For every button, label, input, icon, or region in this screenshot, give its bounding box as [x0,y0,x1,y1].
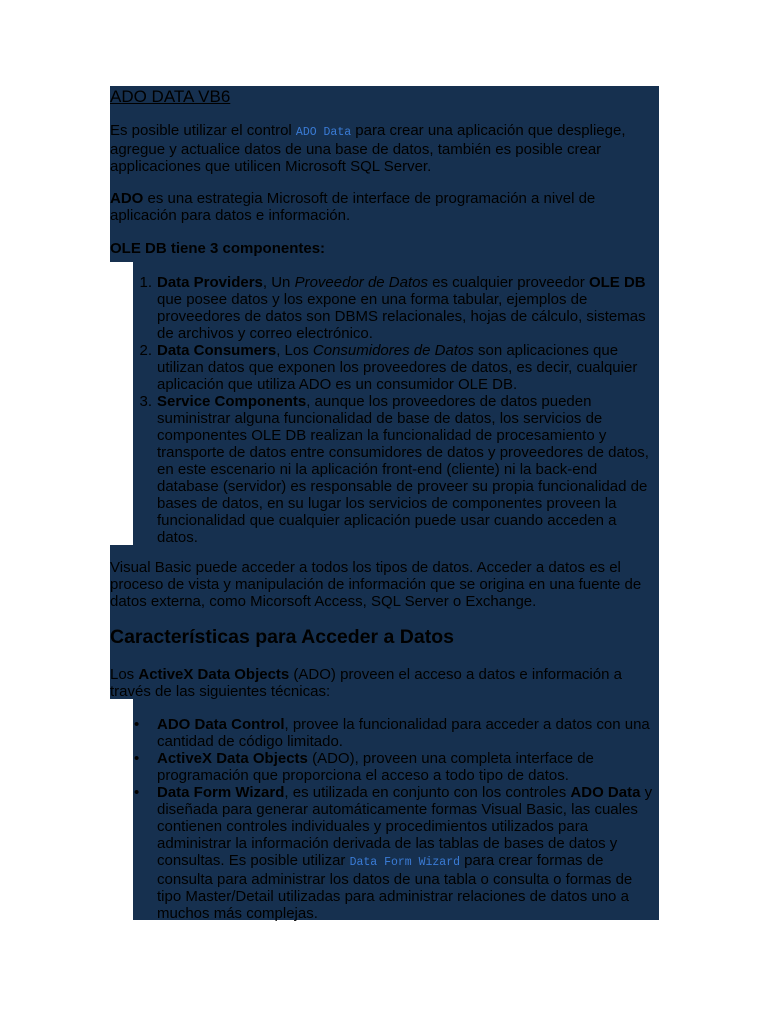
bullet-icon: • [134,750,140,767]
component-mid: es cualquier proveedor [428,274,589,291]
activex-term: ActiveX Data Objects [138,666,290,683]
components-list [110,274,659,546]
techniques-list [110,716,659,922]
component-name: Data Consumers [157,342,277,359]
activex-intro [110,666,659,700]
ado-data-bold: ADO Data [570,784,641,801]
component-name: Data Providers [157,274,263,291]
bullet-icon: • [134,784,140,801]
component-description: que posee datos y los expone en una forma tabular, ejemplos de proveedores de datos son DBMS relacionales, hojas de cálculo, sistemas de archivos y correo electrónico. [157,291,646,342]
ado-definition-text: es una estrategia Microsoft de interface de programación a nivel de aplicación para datos e información. [110,190,596,224]
intro-text-after: para crear una aplicación que despliege, agregue y actualice datos de una base de datos, también es posible crear applicaciones que utilicen Microsoft SQL Server. [110,122,626,175]
list-number: 2. [139,342,152,359]
technique-description: , provee la funcionalidad para acceder a datos con una cantidad de código limitado. [157,716,650,750]
intro-paragraph [110,122,659,175]
component-sep: , Los [276,342,313,359]
list-number: 3. [139,393,152,410]
ado-data-code: ADO Data [295,126,352,139]
technique-description: (ADO), proveen una completa interface de programación que proporciona el acceso a todo tipo de datos. [157,750,594,784]
intro-text-before: Es posible utilizar el control [110,122,296,139]
list-item [110,784,659,922]
component-italic: Proveedor de Datos [294,274,428,291]
technique-description: para crear formas de consulta para administrar los datos de una tabla o consulta o formas de tipo Master/Detail utilizadas para administrar relaciones de datos uno a muchos más complejas. [157,852,633,922]
list-item [110,393,659,546]
component-description: , aunque los proveedores de datos pueden suministrar alguna funcionalidad de base de datos, los servicios de componentes OLE DB realizan la funcionalidad de procesamiento y transporte de datos entre consumidores de datos y proveedores de datos, en este escenario ni la aplicación front-end (cliente) ni la back-end database (servidor) es responsable de proveer su propia funcionalidad de bases de datos, en su lugar los servicios de componentes proveen la funcionalidad que cualquier aplicación puede usar cuando acceden a datos. [157,393,649,546]
oledb-heading: OLE DB tiene 3 componentes: [110,240,326,257]
component-description: son aplicaciones que utilizan datos que exponen los proveedores de datos, es decir, cualquier aplicación que utiliza ADO es un consumidor OLE DB. [157,342,638,393]
list-item [110,342,659,393]
component-name: Service Components [157,393,307,410]
technique-mid: , es utilizada en conjunto con los controles [284,784,571,801]
list-item [110,274,659,342]
component-bold: OLE DB [588,274,646,291]
section-heading: Características para Acceder a Datos [110,626,454,648]
list-number: 1. [139,274,152,291]
bullet-icon: • [134,716,140,733]
technique-name: ActiveX Data Objects [157,750,308,767]
technique-name: Data Form Wizard [157,784,285,801]
ado-term: ADO [110,190,144,207]
ado-definition [110,190,659,224]
vb-paragraph: Visual Basic puede acceder a todos los tipos de datos. Acceder a datos es el proceso de vista y manipulación de información que se origina en una fuente de datos externa, como Micorsoft Access, SQL Server o Exchange. [110,559,642,610]
data-form-wizard-code: Data Form Wizard [349,856,461,869]
component-sep: , Un [262,274,295,291]
activex-intro-after: (ADO) proveen el acceso a datos e información a través de las siguientes técnicas: [110,666,622,700]
component-italic: Consumidores de Datos [312,342,474,359]
page-title: ADO DATA VB6 [110,87,231,106]
technique-mid2: y diseñada para generar automáticamente formas Visual Basic, las cuales contienen controles individuales y procedimientos utilizados para administrar la información derivada de las tablas de bases de datos y consultas. Es posible utilizar [157,784,653,869]
list-item [110,716,659,750]
list-item [110,750,659,784]
activex-intro-before: Los [110,666,139,683]
technique-name: ADO Data Control [157,716,285,733]
